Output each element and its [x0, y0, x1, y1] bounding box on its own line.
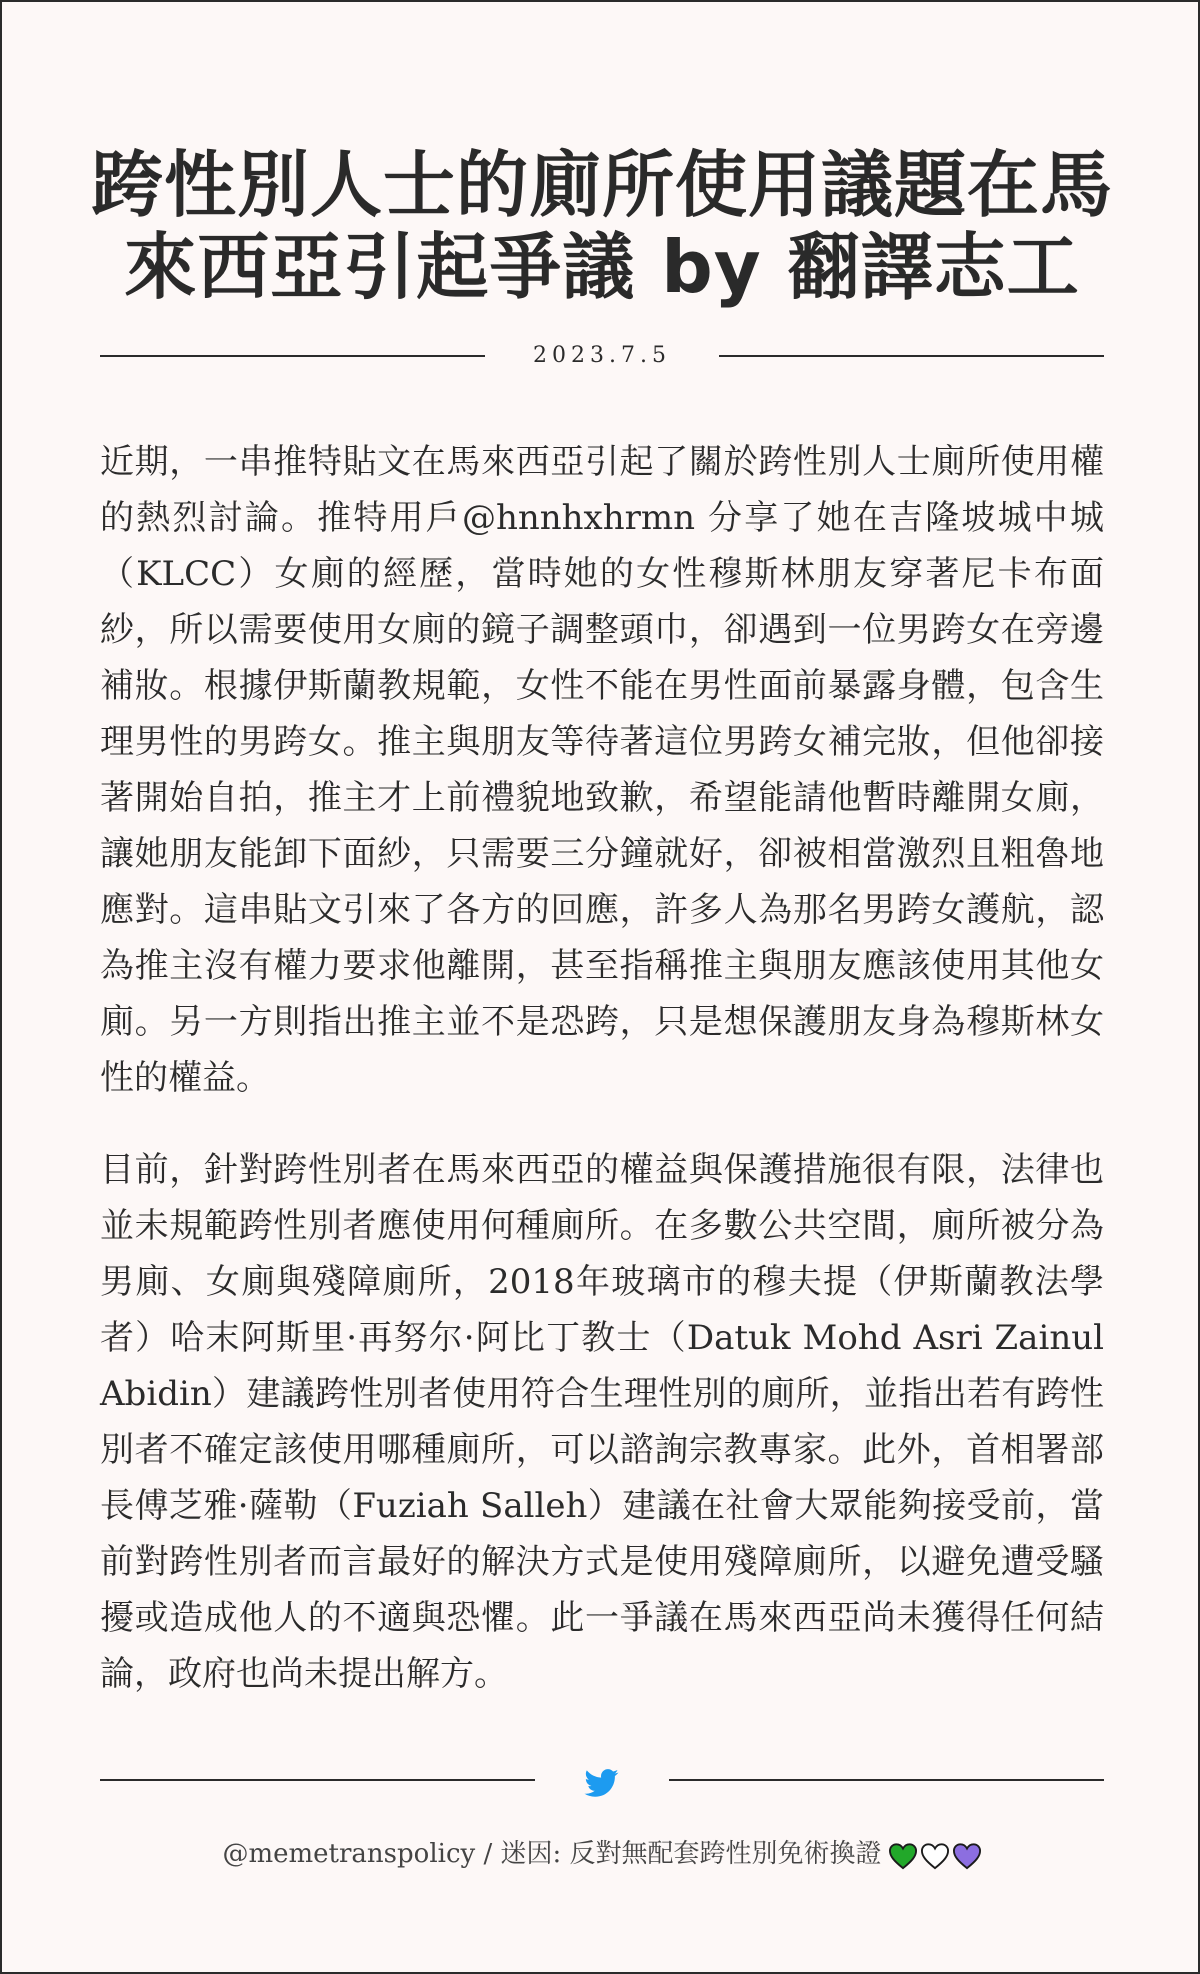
heart-icons [886, 1835, 982, 1875]
article-title: 跨性別人士的廁所使用議題在馬來西亞引起爭議 by 翻譯志工 [90, 143, 1113, 309]
footer-credit [100, 1834, 1104, 1875]
twitter-bird-icon [576, 1766, 628, 1800]
footer-line-right [669, 1779, 1104, 1781]
green-heart-icon [888, 1842, 918, 1870]
footer-line-left [100, 1779, 535, 1781]
white-heart-icon [920, 1842, 950, 1870]
credit-text: @memetranspolicy / 迷因: 反對無配套跨性別免術換證 [222, 1839, 882, 1869]
date-divider [100, 340, 1104, 372]
footer-divider [100, 1764, 1104, 1800]
purple-heart-icon [952, 1842, 982, 1870]
divider-line-right [719, 355, 1104, 357]
body-paragraph-2: 目前，針對跨性別者在馬來西亞的權益與保護措施很有限，法律也並未規範跨性別者應使用何種廁所。在多數公共空間，廁所被分為男廁、女廁與殘障廁所，2018年玻璃市的穆夫提（伊斯蘭教法學者）哈末阿斯里·再努尔·阿比丁教士（Datuk Mohd Asri Zainul Abidin）建議跨性別者使用符合生理性別的廁所，並指出若有跨性別者不確定該使用哪種廁所，可以諮詢宗教專家。此外，首相署部長傅芝雅·薩勒（Fuziah Salleh）建議在社會大眾能夠接受前，當前對跨性別者而言最好的解決方式是使用殘障廁所，以避免遭受騷擾或造成他人的不適與恐懼。此一爭議在馬來西亞尚未獲得任何結論，政府也尚未提出解方。 [100, 1150, 1104, 1694]
body-paragraph-1: 近期，一串推特貼文在馬來西亞引起了關於跨性別人士廁所使用權的熱烈討論。推特用戶@hnnhxhrmn 分享了她在吉隆坡城中城（KLCC）女廁的經歷，當時她的女性穆斯林朋友穿著尼卡布面紗，所以需要使用女廁的鏡子調整頭巾，卻遇到一位男跨女在旁邊補妝。根據伊斯蘭教規範，女性不能在男性面前暴露身體，包含生理男性的男跨女。推主與朋友等待著這位男跨女補完妝，但他卻接著開始自拍，推主才上前禮貌地致歉，希望能請他暫時離開女廁，讓她朋友能卸下面紗，只需要三分鐘就好，卻被相當激烈且粗魯地應對。這串貼文引來了各方的回應，許多人為那名男跨女護航，認為推主沒有權力要求他離開，甚至指稱推主與朋友應該使用其他女廁。另一方則指出推主並不是恐跨，只是想保護朋友身為穆斯林女性的權益。 [100, 442, 1104, 1098]
article-date: 2023.7.5 [533, 343, 671, 368]
